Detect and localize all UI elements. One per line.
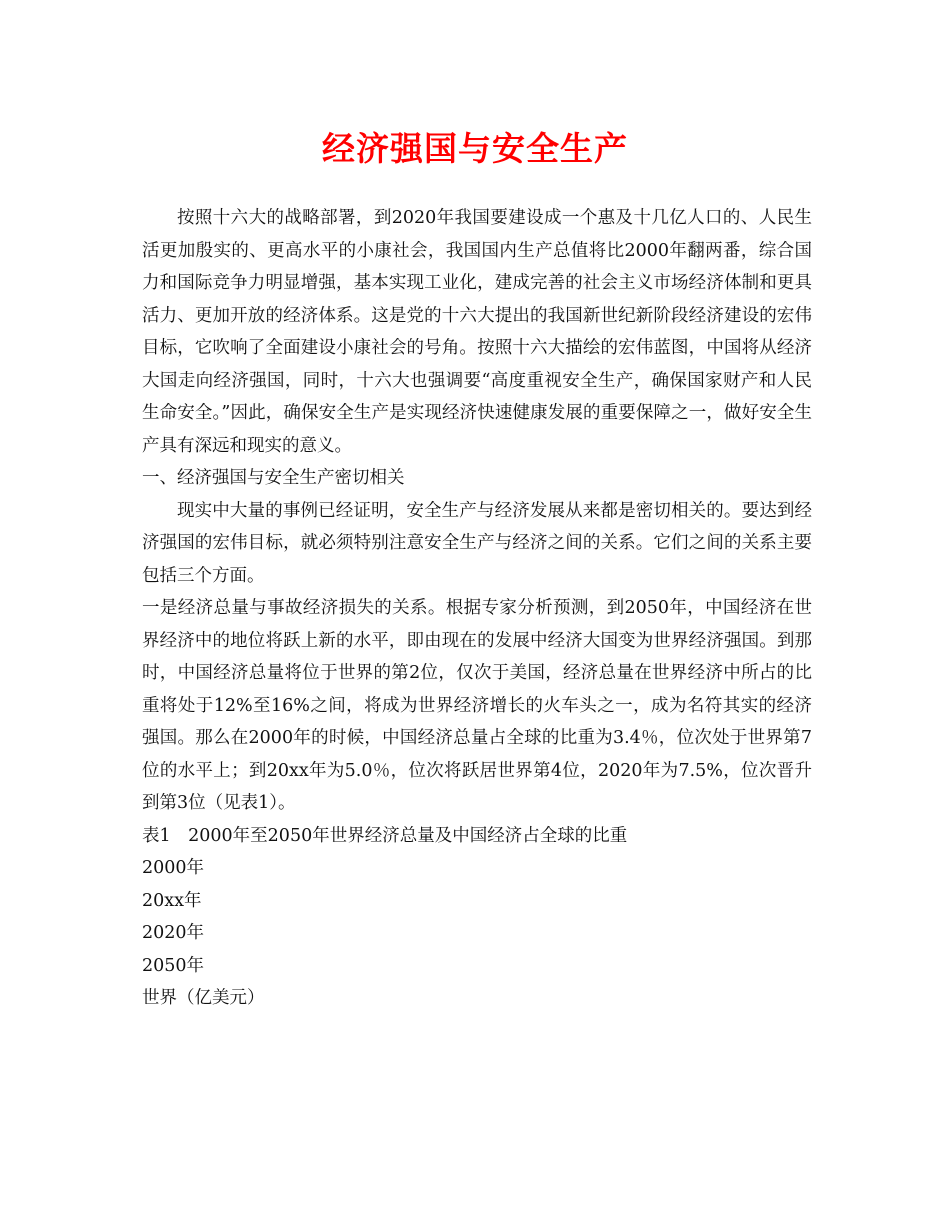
table-caption: 表1 2000年至2050年世界经济总量及中国经济占全球的比重	[142, 825, 628, 846]
paragraph-point-one: 一是经济总量与事故经济损失的关系。根据专家分析预测，到2050年，中国经济在世界经济中的地位将跃上新的水平，即由现在的发展中经济大国变为世界经济强国。到那时，中国经济总量将位于世界的第2位，仅次于美国，经济总量在世界经济中所占的比重将处于12%至16%之间，将成为世界经济增长的火车头之一，成为名符其实的经济强国。那么在2000年的时候，中国经济总量占全球的比重为3.4％，位次处于世界第7位的水平上；到20xx年为5.0％，位次将跃居世界第4位，2020年为7.5%，位次晋升到第3位（见表1）。	[142, 598, 812, 813]
table-header-2000: 2000年	[142, 858, 205, 878]
table-header-2050: 2050年	[142, 955, 205, 976]
table-header-20xx: 20xx年	[142, 890, 202, 911]
table-header-2020: 2020年	[142, 923, 205, 943]
paragraph-intro: 按照十六大的战略部署，到2020年我国要建设成一个惠及十几亿人口的、人民生活更加殷实的、更高水平的小康社会，我国国内生产总值将比2000年翻两番，综合国力和国际竞争力明显增强，基本实现工业化，建成完善的社会主义市场经济体制和更具活力、更加开放的经济体系。这是党的十六大提出的我国新世纪新阶段经济建设的宏伟目标，它吹响了全面建设小康社会的号角。按照十六大描绘的宏伟蓝图，中国将从经济大国走向经济强国，同时，十六大也强调要“高度重视安全生产，确保国家财产和人民生命安全。”因此，确保安全生产是实现经济快速健康发展的重要保障之一，做好安全生产具有深远和现实的意义。	[142, 208, 812, 456]
table-row-label-world: 世界（亿美元）	[142, 988, 265, 1008]
document-body	[142, 202, 812, 1015]
document-title: 经济强国与安全生产	[322, 129, 628, 168]
section-heading-1: 一、经济强国与安全生产密切相关	[142, 468, 405, 488]
paragraph-section-intro: 现实中大量的事例已经证明，安全生产与经济发展从来都是密切相关的。要达到经济强国的宏伟目标，就必须特别注意安全生产与经济之间的关系。它们之间的关系主要包括三个方面。	[142, 500, 812, 586]
